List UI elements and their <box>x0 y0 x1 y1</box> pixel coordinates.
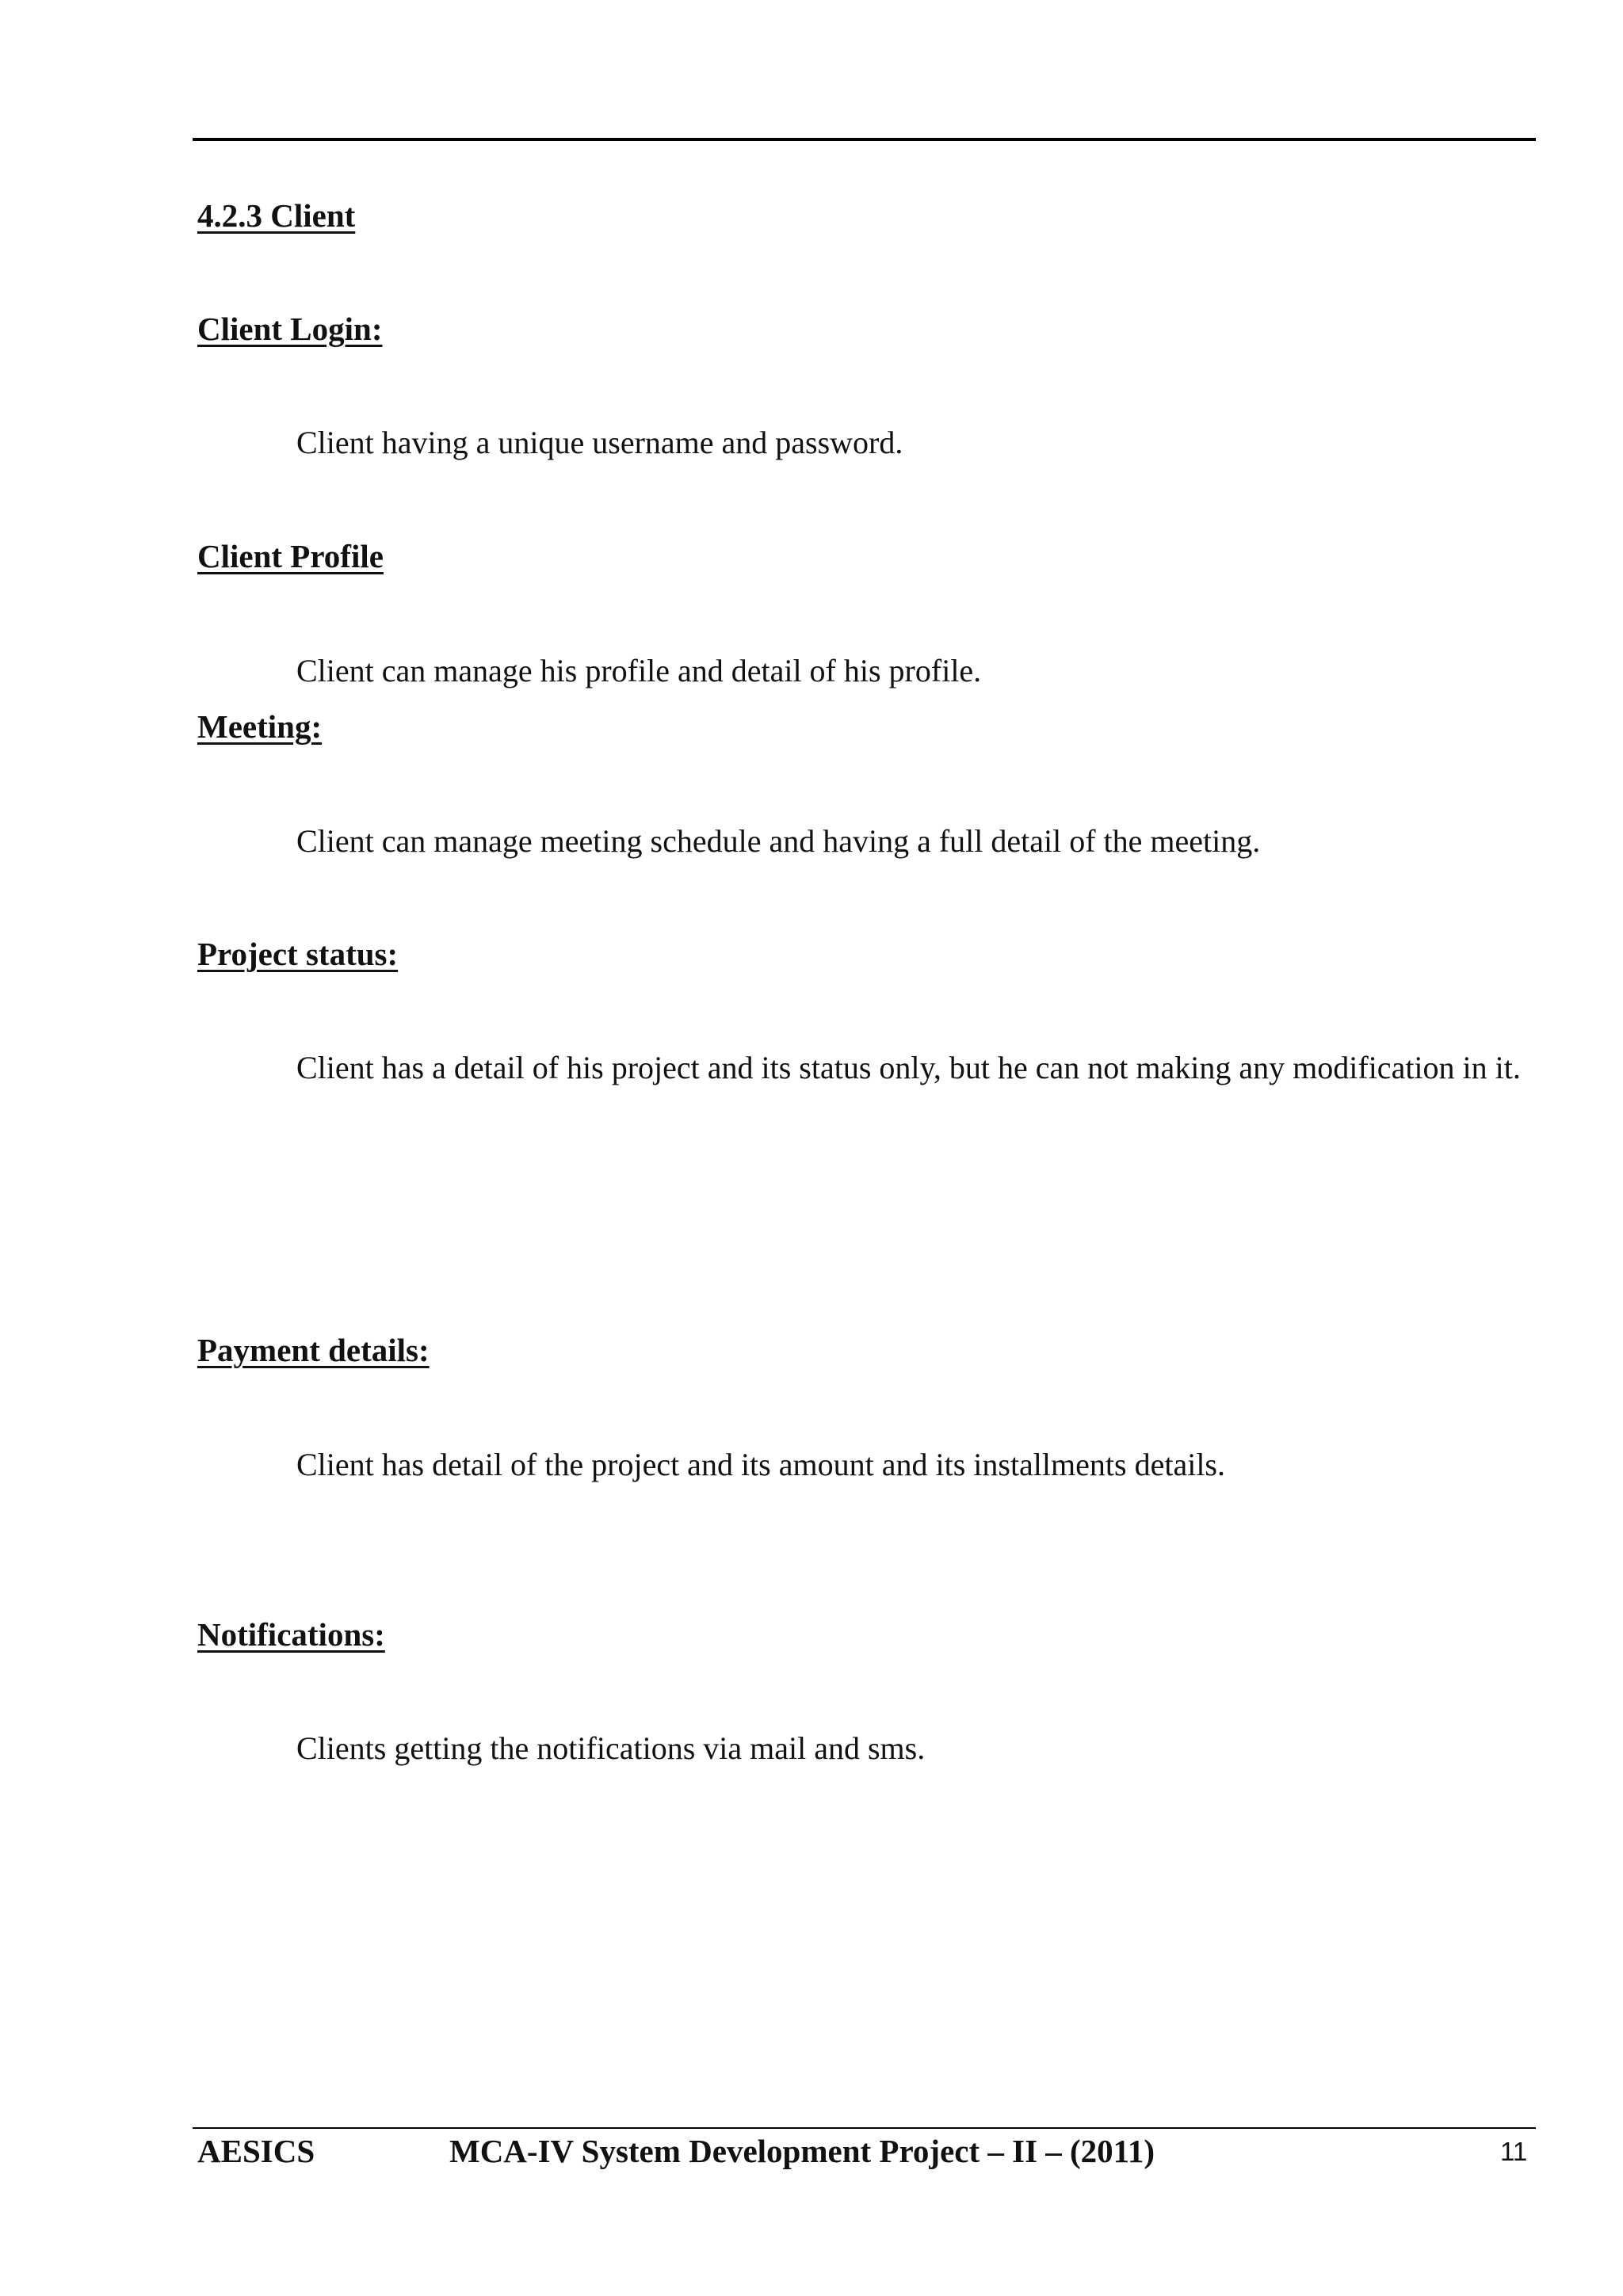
heading-notifications: Notifications: <box>197 1616 385 1653</box>
heading-client-login: Client Login: <box>197 311 383 347</box>
footer-institution: AESICS <box>197 2133 315 2169</box>
paragraph-meeting <box>181 813 1521 870</box>
paragraph-payment-details-text: Client has detail of the project and its amount and its installments details. <box>296 1447 1225 1482</box>
paragraph-notifications <box>181 1720 1521 1777</box>
heading-project-status: Project status: <box>197 936 399 972</box>
paragraph-client-login-text: Client having a unique username and password. <box>296 425 903 460</box>
paragraph-meeting-text: Client can manage meeting schedule and having a full detail of the meeting. <box>296 823 1261 859</box>
paragraph-project-status <box>181 1039 1521 1097</box>
heading-meeting: Meeting: <box>197 708 323 745</box>
footer-rule <box>193 2127 1536 2129</box>
paragraph-client-profile <box>181 643 1521 700</box>
paragraph-project-status-text: Client has a detail of his project and its status only, but he can not making any modification in it. <box>296 1050 1521 1085</box>
paragraph-client-login <box>181 414 1521 471</box>
paragraph-payment-details <box>181 1436 1521 1493</box>
page-number: 11 <box>1500 2137 1528 2166</box>
paragraph-client-profile-text: Client can manage his profile and detail of his profile. <box>296 653 982 688</box>
heading-client-profile: Client Profile <box>197 538 384 574</box>
heading-payment-details: Payment details: <box>197 1332 430 1368</box>
footer-project-title: MCA-IV System Development Project – II – (2011) <box>449 2133 1155 2169</box>
section-title: 4.2.3 Client <box>197 197 356 234</box>
paragraph-notifications-text: Clients getting the notifications via mail and sms. <box>296 1730 926 1766</box>
header-rule <box>193 138 1536 141</box>
